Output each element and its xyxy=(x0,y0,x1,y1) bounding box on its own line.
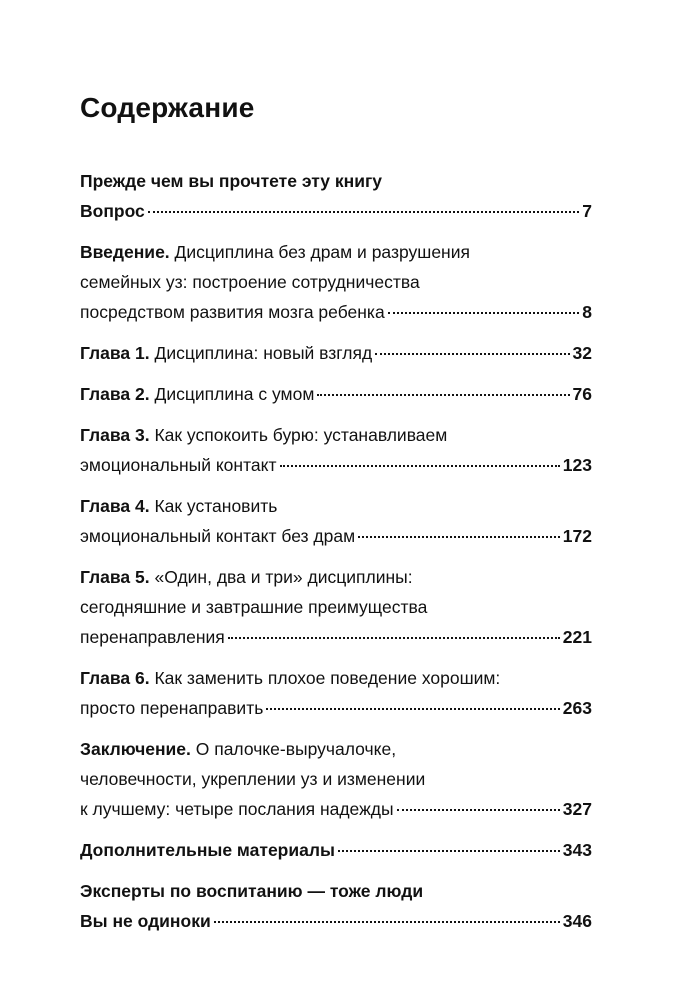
toc-entry-text xyxy=(80,764,425,794)
toc-entry-heading: Вы не одиноки xyxy=(80,911,211,931)
toc-entry-title: Дисциплина: новый взгляд xyxy=(149,343,373,363)
toc-entry-text xyxy=(80,196,145,226)
toc-entry-text xyxy=(80,622,225,652)
toc-entry-title: О палочке-выручалочке, xyxy=(190,739,397,759)
toc-entry-text xyxy=(80,338,372,368)
dot-leader xyxy=(388,311,580,314)
page-number: 7 xyxy=(582,201,592,221)
toc-entry-title: Как заменить плохое поведение хорошим: xyxy=(149,668,501,688)
toc-entry-title: к лучшему: четыре послания надежды xyxy=(80,799,394,819)
toc-entry-title: «Один, два и три» дисциплины: xyxy=(149,567,413,587)
toc-entry-text xyxy=(80,734,396,764)
toc-entry-heading: Глава 2. xyxy=(80,384,150,404)
toc-entry-line xyxy=(80,622,592,652)
toc-entry-text xyxy=(80,420,447,450)
page-number: 263 xyxy=(562,698,592,718)
toc-entry-heading: Заключение. xyxy=(80,739,191,759)
page-title: Содержание xyxy=(80,92,255,123)
toc-entry[interactable] xyxy=(80,338,592,368)
toc-entry-heading: Эксперты по воспитанию — тоже люди xyxy=(80,881,424,901)
toc-entry-title: человечности, укреплении уз и изменении xyxy=(80,769,426,789)
toc-entry-title: сегодняшние и завтрашние преимущества xyxy=(80,597,428,617)
toc-entry-line xyxy=(80,379,592,409)
toc-entry-heading: Вопрос xyxy=(80,201,145,221)
toc-entry-line xyxy=(80,450,592,480)
dot-leader xyxy=(228,636,560,639)
toc-entry-heading: Глава 4. xyxy=(80,496,150,516)
toc-entry-line xyxy=(80,835,592,865)
toc-entry-text xyxy=(80,906,211,936)
toc-entry-line xyxy=(80,663,592,693)
page-number: 172 xyxy=(562,526,592,546)
page-number: 343 xyxy=(562,840,592,860)
toc-entry-line xyxy=(80,196,592,226)
toc-entry-title: посредством развития мозга ребенка xyxy=(80,302,385,322)
toc-entry-heading: Дополнительные материалы xyxy=(80,840,335,860)
toc-entry-title: Как установить xyxy=(149,496,278,516)
toc-entry-line xyxy=(80,906,592,936)
page-number: 32 xyxy=(572,343,592,363)
toc-entry-text xyxy=(80,166,382,196)
page-number: 123 xyxy=(562,455,592,475)
toc-entry-text xyxy=(80,237,470,267)
page-number: 327 xyxy=(562,799,592,819)
toc-entry-line xyxy=(80,237,592,267)
toc-entry-line xyxy=(80,521,592,551)
toc-entry[interactable] xyxy=(80,835,592,865)
dot-leader xyxy=(214,920,560,923)
toc-entry[interactable] xyxy=(80,663,592,723)
toc-entry-line xyxy=(80,693,592,723)
toc-entry-title: Дисциплина без драм и разрушения xyxy=(169,242,470,262)
dot-leader xyxy=(148,210,579,213)
page-number: 8 xyxy=(582,302,592,322)
toc-entry-title: семейных уз: построение сотрудничества xyxy=(80,272,420,292)
toc-entry-line xyxy=(80,764,592,794)
toc-entry-text xyxy=(80,876,423,906)
toc-entry[interactable] xyxy=(80,237,592,327)
table-of-contents xyxy=(80,166,592,947)
toc-entry-line xyxy=(80,794,592,824)
toc-entry[interactable] xyxy=(80,876,592,936)
toc-entry-line xyxy=(80,338,592,368)
toc-entry-heading: Прежде чем вы прочтете эту книгу xyxy=(80,171,382,191)
toc-entry-title: эмоциональный контакт xyxy=(80,455,277,475)
dot-leader xyxy=(280,464,560,467)
toc-entry-text xyxy=(80,592,427,622)
toc-entry-title: перенаправления xyxy=(80,627,225,647)
toc-entry-heading: Глава 3. xyxy=(80,425,150,445)
toc-entry[interactable] xyxy=(80,420,592,480)
toc-entry-text xyxy=(80,267,420,297)
toc-entry-line xyxy=(80,297,592,327)
dot-leader xyxy=(266,707,559,710)
toc-entry-text xyxy=(80,693,263,723)
toc-entry-heading: Введение. xyxy=(80,242,170,262)
toc-entry-line xyxy=(80,420,592,450)
page-number: 346 xyxy=(562,911,592,931)
toc-entry-line xyxy=(80,166,592,196)
toc-entry[interactable] xyxy=(80,562,592,652)
toc-entry-text xyxy=(80,663,500,693)
toc-entry-line xyxy=(80,876,592,906)
page-number: 76 xyxy=(572,384,592,404)
toc-entry-line xyxy=(80,491,592,521)
toc-entry-title: Дисциплина с умом xyxy=(149,384,315,404)
toc-entry-line xyxy=(80,562,592,592)
toc-entry-text xyxy=(80,297,385,327)
toc-entry-title: просто перенаправить xyxy=(80,698,264,718)
toc-entry[interactable] xyxy=(80,734,592,824)
toc-entry-text xyxy=(80,794,394,824)
toc-entry-heading: Глава 5. xyxy=(80,567,150,587)
toc-entry-text xyxy=(80,450,277,480)
toc-entry-text xyxy=(80,491,277,521)
dot-leader xyxy=(375,352,569,355)
toc-entry[interactable] xyxy=(80,379,592,409)
toc-entry-text xyxy=(80,835,335,865)
page-number: 221 xyxy=(562,627,592,647)
toc-entry-line xyxy=(80,592,592,622)
dot-leader xyxy=(397,808,560,811)
toc-entry[interactable] xyxy=(80,491,592,551)
toc-entry-heading: Глава 1. xyxy=(80,343,150,363)
toc-entry-title: Как успокоить бурю: устанавливаем xyxy=(149,425,448,445)
toc-entry-text xyxy=(80,379,314,409)
toc-entry-text xyxy=(80,562,413,592)
toc-entry-line xyxy=(80,734,592,764)
dot-leader xyxy=(317,393,569,396)
toc-entry-heading: Глава 6. xyxy=(80,668,150,688)
toc-entry-line xyxy=(80,267,592,297)
toc-entry[interactable] xyxy=(80,166,592,226)
dot-leader xyxy=(338,849,560,852)
toc-entry-title: эмоциональный контакт без драм xyxy=(80,526,356,546)
toc-entry-text xyxy=(80,521,355,551)
dot-leader xyxy=(358,535,560,538)
